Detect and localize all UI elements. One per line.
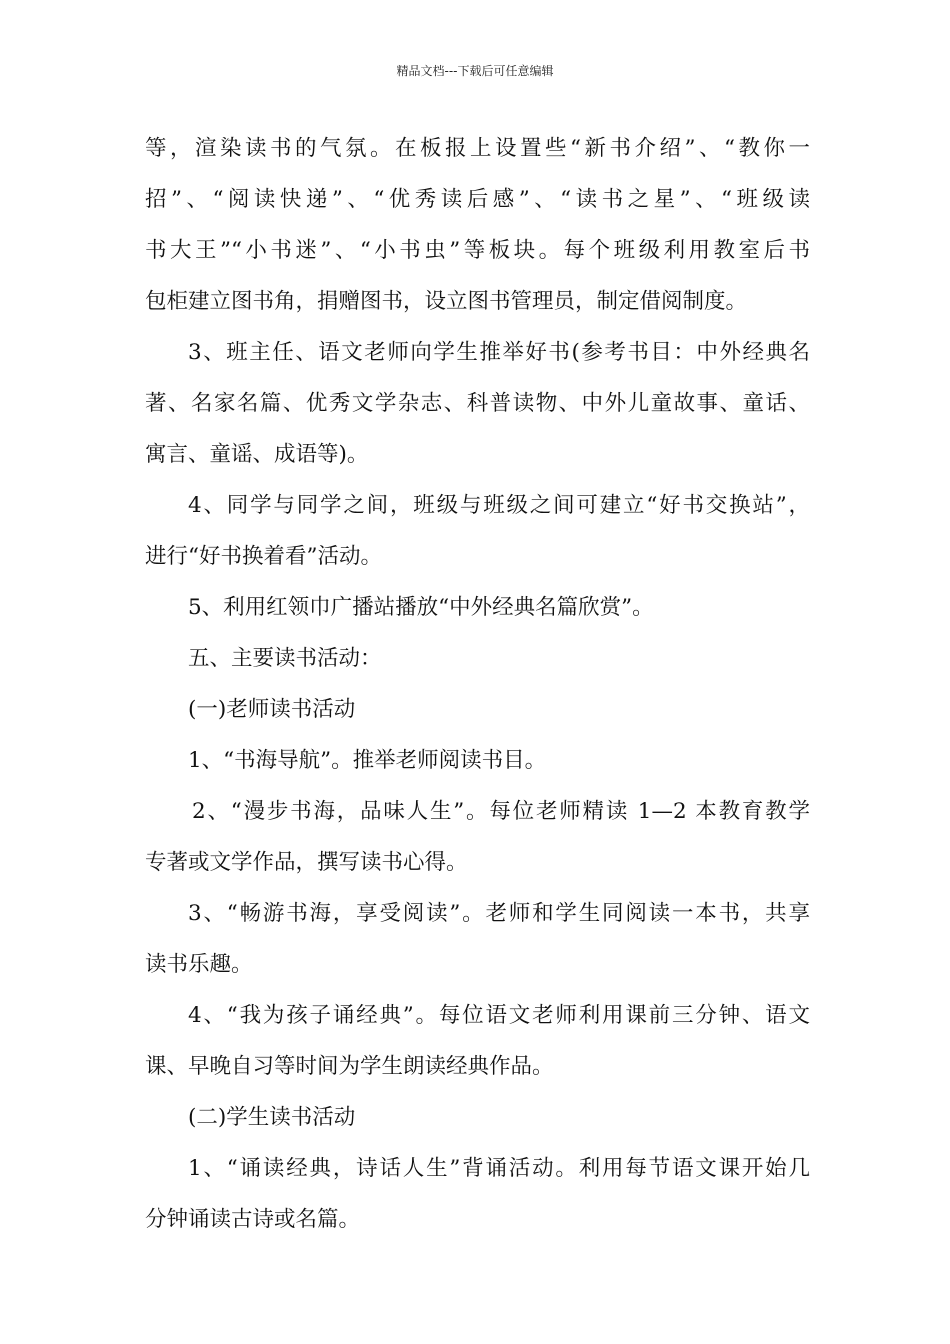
document-body: [145, 132, 810, 1254]
text-line: 4、同学与同学之间，班级与班级之间可建立“好书交换站”，: [188, 493, 810, 518]
section-heading: 五、主要读书活动：: [188, 646, 382, 671]
text-line: 1、“诵读经典，诗话人生”背诵活动。利用每节语文课开始几: [188, 1156, 810, 1181]
text-line: 读书乐趣。: [145, 952, 253, 977]
text-line: 5、利用红领巾广播站播放“中外经典名篇欣赏”。: [188, 595, 654, 620]
text-line: 著、名家名篇、优秀文学杂志、科普读物、中外儿童故事、童话、: [145, 391, 810, 416]
page-header: 精品文档---下载后可任意编辑: [396, 64, 554, 78]
text-line: 等，渲染读书的气氛。在板报上设置些“新书介绍”、“教你一: [145, 136, 810, 161]
text-line: 专著或文学作品，撰写读书心得。: [145, 850, 468, 875]
text-line: 2、“漫步书海，品味人生”。每位老师精读 1—2 本教育教学: [192, 799, 810, 824]
text-line: 3、班主任、语文老师向学生推举好书(参考书目：中外经典名: [188, 340, 810, 365]
text-line: 1、“书海导航”。推举老师阅读书目。: [188, 748, 547, 773]
text-line: 招”、“阅读快递”、“优秀读后感”、“读书之星”、“班级读: [145, 187, 810, 212]
text-line: 进行“好书换着看”活动。: [145, 544, 382, 569]
text-line: 4、“我为孩子诵经典”。每位语文老师利用课前三分钟、语文: [188, 1003, 810, 1028]
text-line: 分钟诵读古诗或名篇。: [145, 1207, 361, 1232]
subsection-heading: (一)老师读书活动: [188, 697, 356, 722]
subsection-heading: (二)学生读书活动: [188, 1105, 356, 1130]
text-line: 包柜建立图书角，捐赠图书，设立图书管理员，制定借阅制度。: [145, 289, 748, 314]
text-line: 书大王”“小书迷”、“小书虫”等板块。每个班级利用教室后书: [145, 238, 810, 263]
text-line: 课、早晚自习等时间为学生朗读经典作品。: [145, 1054, 554, 1079]
text-line: 3、“畅游书海，享受阅读”。老师和学生同阅读一本书，共享: [188, 901, 810, 926]
text-line: 寓言、童谣、成语等)。: [145, 442, 369, 467]
